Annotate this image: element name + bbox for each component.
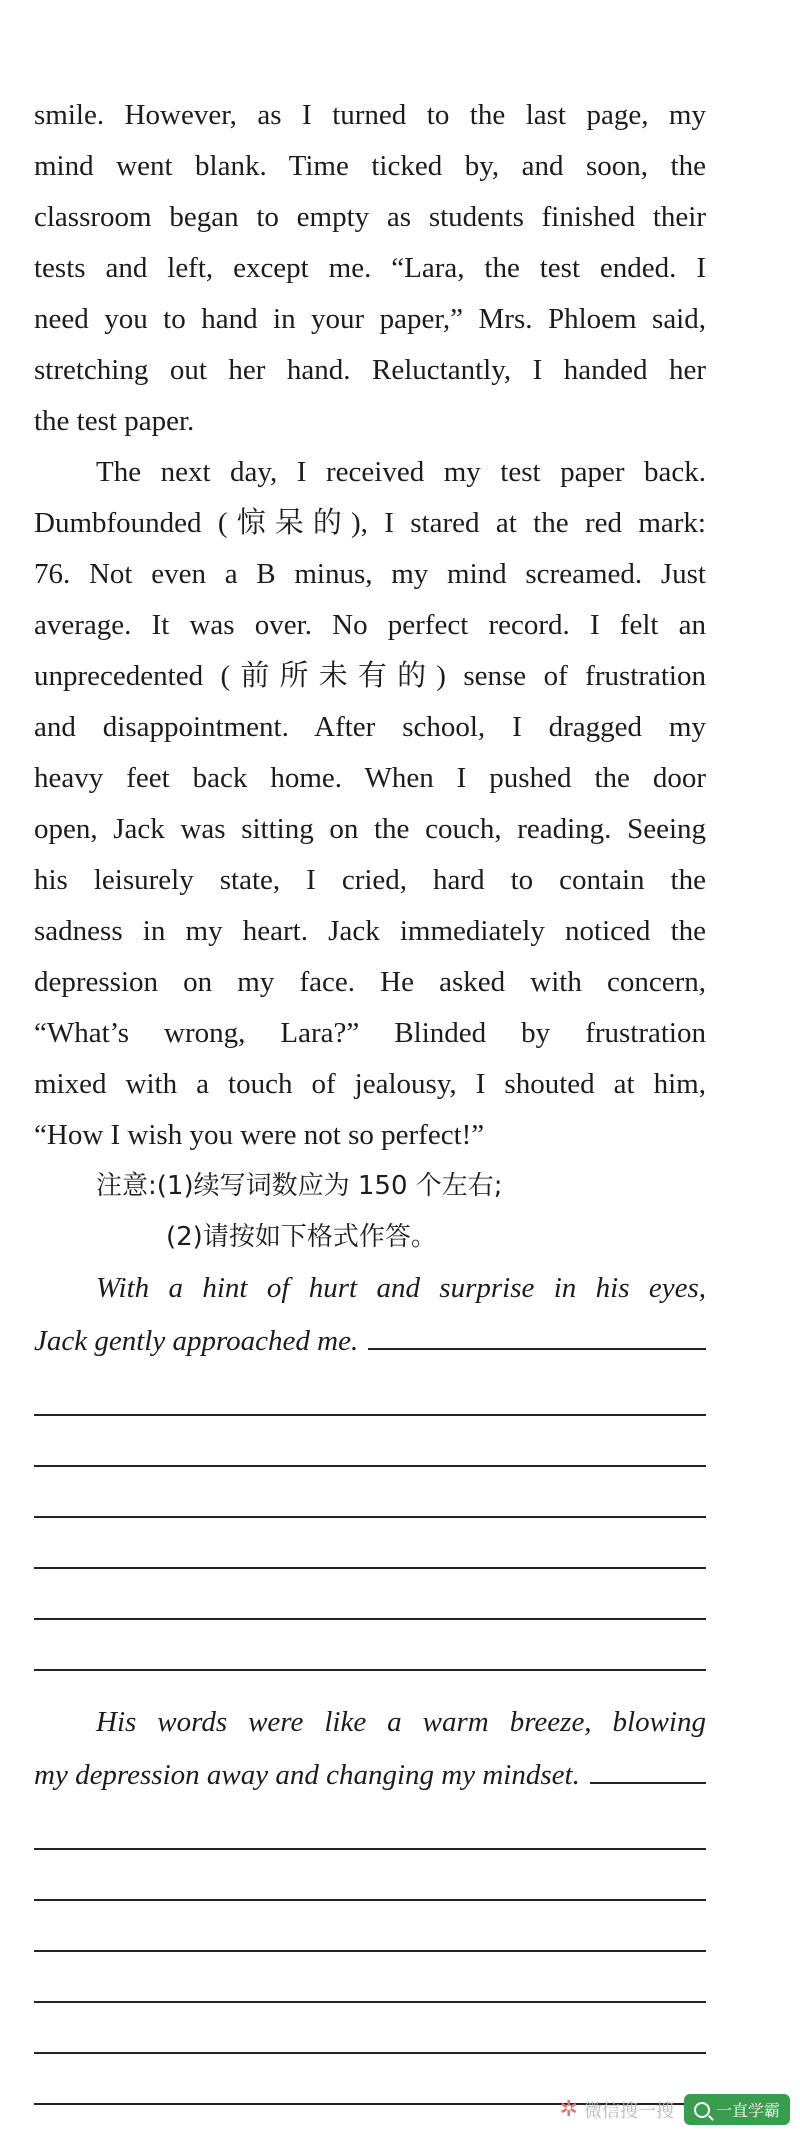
text-line: and disappointment. After school, I dragged my [34,711,706,743]
text-line: his leisurely state, I cried, hard to contain the [34,864,706,896]
text-line: stretching out her hand. Reluctantly, I handed her [34,354,706,386]
answer-line[interactable] [34,1365,706,1416]
text-line: The next day, I received my test paper back. [96,456,706,488]
answer-blank-inline[interactable] [368,1314,706,1350]
continuation-section-2 [34,1697,706,2105]
worksheet-page [34,90,706,2105]
text-line: Dumbfounded (惊呆的), I stared at the red mark: [34,507,706,539]
answer-line[interactable] [34,1901,706,1952]
text-line: average. It was over. No perfect record. I felt an [34,609,706,641]
text-line: “How I wish you were not so perfect!” [34,1119,485,1151]
text-line: heavy feet back home. When I pushed the door [34,762,706,794]
answer-line[interactable] [34,2003,706,2054]
instruction-note-1: 注意:(1)续写词数应为 150 个左右; [96,1171,503,1201]
prompt-text: my depression away and changing my mindset. [34,1759,580,1791]
text-line: unprecedented (前所未有的) sense of frustration [34,660,706,692]
text-line: need you to hand in your paper,” Mrs. Phloem said, [34,303,706,335]
answer-line[interactable] [34,1952,706,2003]
answer-line[interactable] [34,1467,706,1518]
prompt-text: Jack gently approached me. [34,1325,359,1357]
search-icon [694,2102,710,2118]
text-line: tests and left, except me. “Lara, the test ended. I [34,252,706,284]
answer-line[interactable] [34,1416,706,1467]
story-paragraph-2 [34,447,706,1161]
answer-line[interactable] [34,1518,706,1569]
wechat-search-label [560,2097,674,2123]
text-line: mind went blank. Time ticked by, and soon, the [34,150,706,182]
wechat-search-icon: ✲ [559,2097,578,2122]
text-line: 76. Not even a B minus, my mind screamed. Just [34,558,706,590]
answer-line[interactable] [34,1620,706,1671]
text-line: the test paper. [34,405,195,437]
source-text: 微信搜一搜 [583,2100,674,2122]
answer-blank-inline[interactable] [590,1748,706,1784]
section-gap [34,1671,706,1697]
text-line: open, Jack was sitting on the couch, reading. Seeing [34,813,706,845]
answer-line[interactable] [34,1569,706,1620]
text-line: depression on my face. He asked with concern, [34,966,706,998]
text-line: sadness in my heart. Jack immediately noticed the [34,915,706,947]
instruction-note-2: (2)请按如下格式作答。 [166,1222,437,1252]
prompt-line [34,1314,706,1365]
answer-line[interactable] [34,1799,706,1850]
text-line: smile. However, as I turned to the last page, my [34,99,706,131]
text-line: mixed with a touch of jealousy, I shouted at him, [34,1068,706,1100]
story-paragraph-1 [34,90,706,447]
text-line: classroom began to empty as students finished their [34,201,706,233]
text-line: “What’s wrong, Lara?” Blinded by frustration [34,1017,706,1049]
prompt-line: With a hint of hurt and surprise in his eyes, [96,1272,706,1304]
continuation-section-1 [34,1263,706,1671]
badge-text: 一直学霸 [715,2101,780,2120]
watermark-footer [560,2094,790,2125]
account-badge[interactable] [684,2094,790,2125]
prompt-line [34,1748,706,1799]
prompt-line: His words were like a warm breeze, blowing [96,1706,706,1738]
answer-line[interactable] [34,1850,706,1901]
